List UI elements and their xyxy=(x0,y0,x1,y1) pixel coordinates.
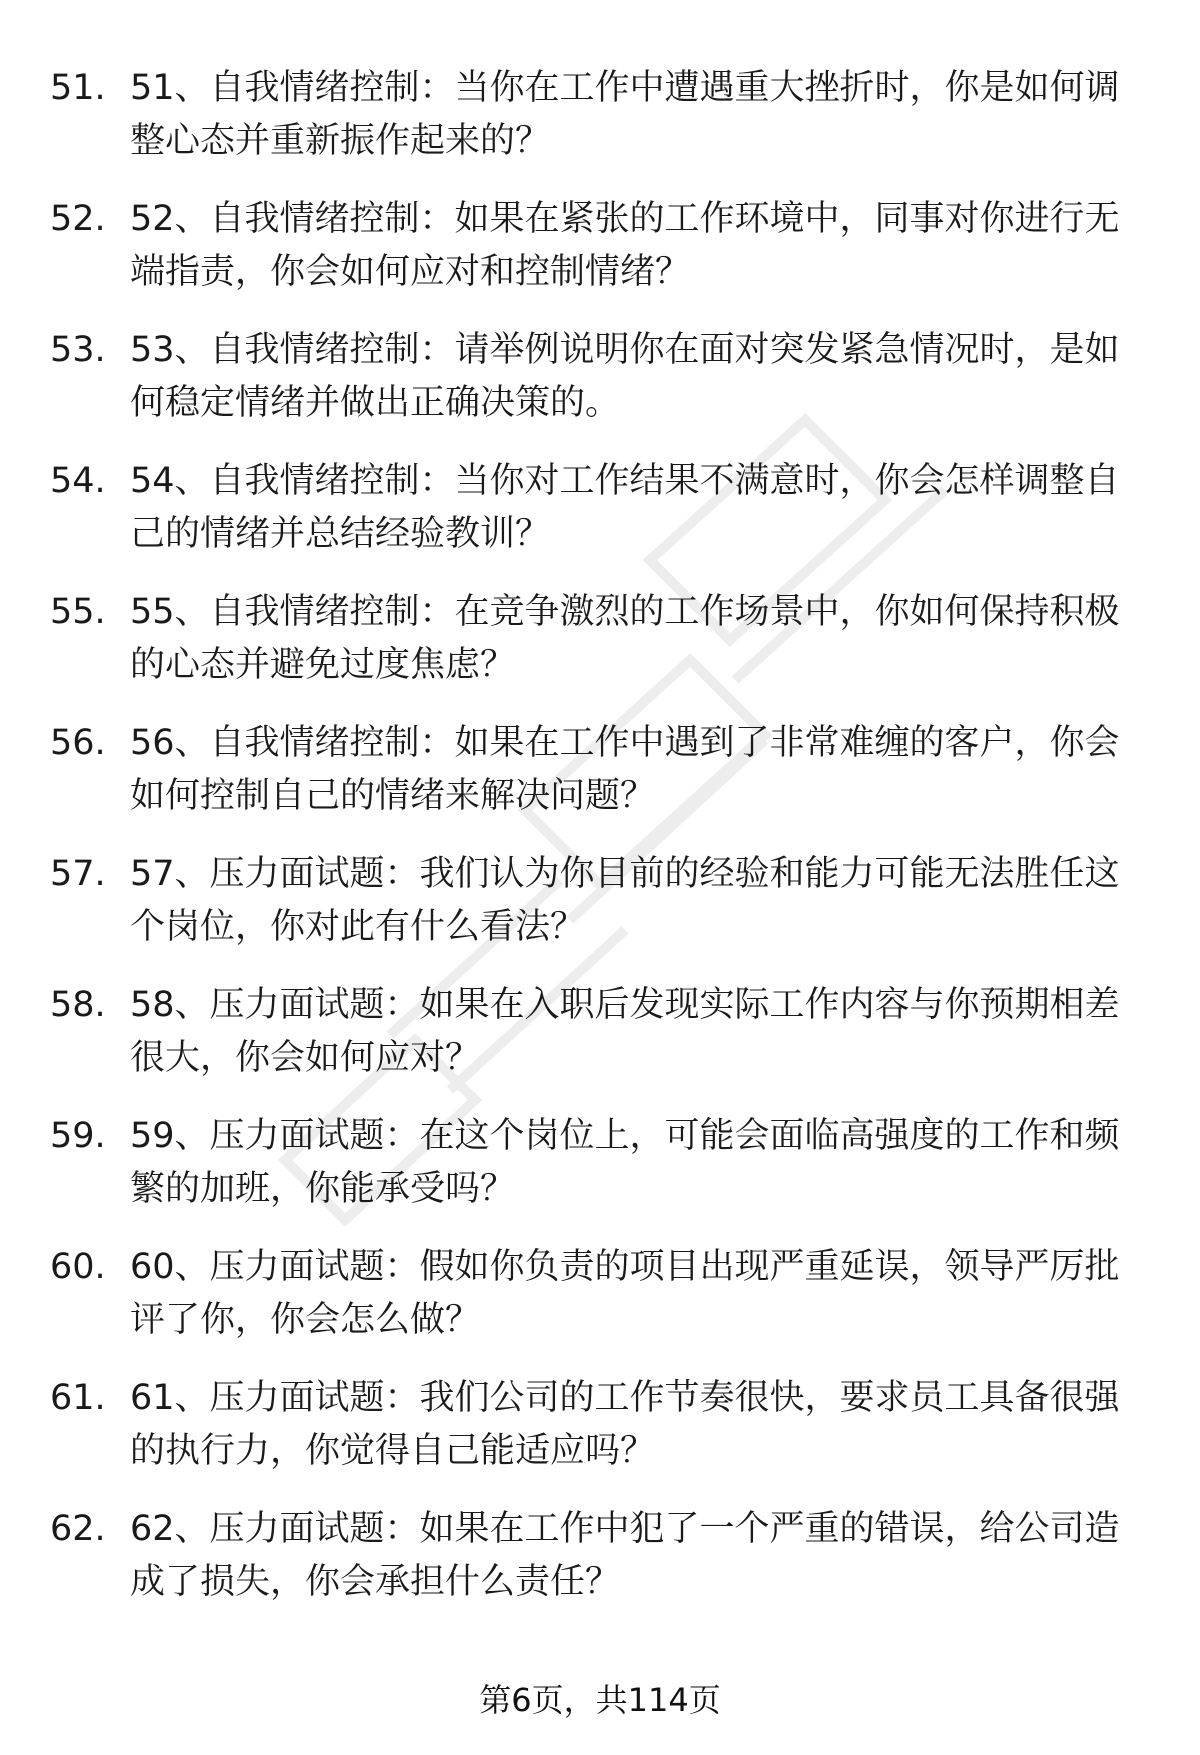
question-item xyxy=(0,62,1200,193)
question-text: 57、压力面试题：我们认为你目前的经验和能力可能无法胜任这个岗位，你对此有什么看法？ xyxy=(130,854,1120,947)
question-text: 52、自我情绪控制：如果在紧张的工作环境中，同事对你进行无端指责，你会如何应对和控制情绪？ xyxy=(130,199,1120,292)
question-text: 58、压力面试题：如果在入职后发现实际工作内容与你预期相差很大，你会如何应对？ xyxy=(130,985,1120,1078)
question-item xyxy=(0,1372,1200,1503)
question-text: 60、压力面试题：假如你负责的项目出现严重延误，领导严厉批评了你，你会怎么做？ xyxy=(130,1247,1120,1340)
question-item xyxy=(0,455,1200,586)
question-item xyxy=(0,1241,1200,1372)
question-item xyxy=(0,717,1200,848)
question-number: 52. xyxy=(50,199,106,239)
question-number: 51. xyxy=(50,68,106,108)
question-text: 59、压力面试题：在这个岗位上，可能会面临高强度的工作和频繁的加班，你能承受吗？ xyxy=(130,1116,1120,1209)
question-text: 62、压力面试题：如果在工作中犯了一个严重的错误，给公司造成了损失，你会承担什么责任？ xyxy=(130,1509,1120,1602)
question-text: 55、自我情绪控制：在竞争激烈的工作场景中，你如何保持积极的心态并避免过度焦虑？ xyxy=(130,592,1120,685)
question-number: 56. xyxy=(50,723,106,763)
question-text: 53、自我情绪控制：请举例说明你在面对突发紧急情况时，是如何稳定情绪并做出正确决策的。 xyxy=(130,330,1120,423)
question-number: 54. xyxy=(50,461,106,501)
question-number: 59. xyxy=(50,1116,106,1156)
question-item xyxy=(0,586,1200,717)
page-footer xyxy=(0,1678,1200,1722)
question-number: 62. xyxy=(50,1509,106,1549)
question-number: 61. xyxy=(50,1378,106,1418)
question-item xyxy=(0,1110,1200,1241)
question-item xyxy=(0,324,1200,455)
question-text: 56、自我情绪控制：如果在工作中遇到了非常难缠的客户，你会如何控制自己的情绪来解决问题？ xyxy=(130,723,1120,816)
question-number: 53. xyxy=(50,330,106,370)
question-item xyxy=(0,848,1200,979)
question-number: 57. xyxy=(50,854,106,894)
page-number-label: 第6页，共114页 xyxy=(479,1681,721,1719)
question-number: 58. xyxy=(50,985,106,1025)
question-number: 60. xyxy=(50,1247,106,1287)
question-text: 51、自我情绪控制：当你在工作中遭遇重大挫折时，你是如何调整心态并重新振作起来的？ xyxy=(130,68,1120,161)
question-text: 61、压力面试题：我们公司的工作节奏很快，要求员工具备很强的执行力，你觉得自己能适应吗？ xyxy=(130,1378,1120,1471)
question-text: 54、自我情绪控制：当你对工作结果不满意时，你会怎样调整自己的情绪并总结经验教训？ xyxy=(130,461,1120,554)
question-item xyxy=(0,979,1200,1110)
question-list xyxy=(0,62,1200,1634)
question-item xyxy=(0,193,1200,324)
question-number: 55. xyxy=(50,592,106,632)
question-item xyxy=(0,1503,1200,1634)
